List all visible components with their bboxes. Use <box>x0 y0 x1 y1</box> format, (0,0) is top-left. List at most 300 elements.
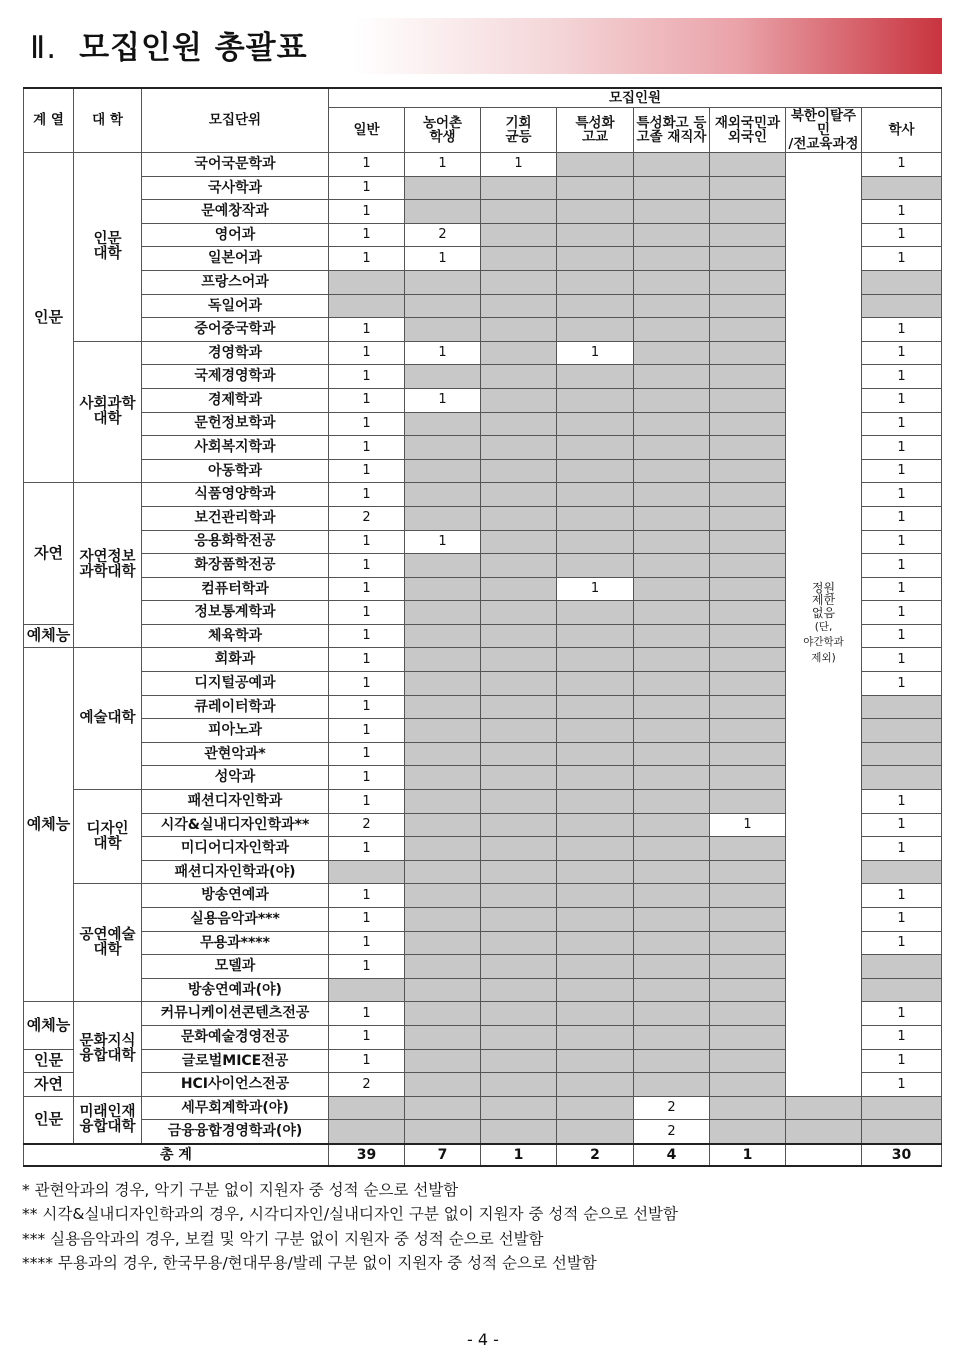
value-cell: 1 <box>862 247 942 271</box>
shaded-cell <box>710 1120 786 1144</box>
unit-cell: 응용화학전공 <box>142 530 329 554</box>
value-cell: 1 <box>329 766 405 790</box>
shaded-cell <box>329 294 405 318</box>
shaded-cell <box>481 318 557 342</box>
unit-cell: 국어국문학과 <box>142 153 329 177</box>
field-cell: 예체능 <box>24 624 74 648</box>
value-cell: 1 <box>862 483 942 507</box>
shaded-cell <box>481 742 557 766</box>
shaded-cell <box>405 672 481 696</box>
shaded-cell <box>710 790 786 814</box>
value-cell: 1 <box>710 813 786 837</box>
shaded-cell <box>405 1073 481 1097</box>
value-cell: 1 <box>862 1025 942 1049</box>
shaded-cell <box>634 1025 710 1049</box>
unit-cell: 미디어디자인학과 <box>142 837 329 861</box>
footnote-4: **** 무용과의 경우, 한국무용/현대무용/발레 구분 없이 지원자 중 성적 순으로 선발함 <box>22 1253 597 1272</box>
value-cell: 1 <box>862 223 942 247</box>
shaded-cell <box>634 577 710 601</box>
value-cell: 1 <box>329 1049 405 1073</box>
shaded-cell <box>557 1120 634 1144</box>
shaded-cell <box>634 365 710 389</box>
unit-cell: 컴퓨터학과 <box>142 577 329 601</box>
shaded-cell <box>481 577 557 601</box>
value-cell: 1 <box>557 577 634 601</box>
shaded-cell <box>481 506 557 530</box>
shaded-cell <box>710 577 786 601</box>
shaded-cell <box>710 153 786 177</box>
shaded-cell <box>710 318 786 342</box>
shaded-cell <box>634 294 710 318</box>
college-cell: 사회과학 대학 <box>74 341 142 483</box>
shaded-cell <box>634 955 710 979</box>
shaded-cell <box>405 483 481 507</box>
section-number: Ⅱ. <box>30 30 58 66</box>
value-cell: 1 <box>329 601 405 625</box>
shaded-cell <box>481 200 557 224</box>
field-cell: 자연 <box>24 1073 74 1097</box>
shaded-cell <box>557 884 634 908</box>
shaded-cell <box>634 554 710 578</box>
value-cell: 1 <box>329 530 405 554</box>
field-cell: 예체능 <box>24 1002 74 1049</box>
footnote-3: *** 실용음악과의 경우, 보컬 및 악기 구분 없이 지원자 중 성적 순으로 선발함 <box>22 1229 544 1248</box>
unit-cell: 큐레이터학과 <box>142 695 329 719</box>
shaded-cell <box>405 1002 481 1026</box>
shaded-cell <box>405 978 481 1002</box>
value-cell: 1 <box>862 200 942 224</box>
header-recruit-group: 모집인원 <box>329 88 942 108</box>
shaded-cell <box>710 412 786 436</box>
shaded-cell <box>862 294 942 318</box>
value-cell: 1 <box>862 884 942 908</box>
value-cell: 2 <box>634 1096 710 1120</box>
value-cell: 1 <box>329 483 405 507</box>
shaded-cell <box>862 695 942 719</box>
unlimited-note: (단, 야간학과 제외) <box>803 620 844 665</box>
shaded-cell <box>557 530 634 554</box>
shaded-cell <box>481 223 557 247</box>
shaded-cell <box>481 908 557 932</box>
value-cell: 1 <box>329 223 405 247</box>
shaded-cell <box>557 1096 634 1120</box>
value-cell: 1 <box>862 837 942 861</box>
shaded-cell <box>710 554 786 578</box>
shaded-cell <box>634 1049 710 1073</box>
shaded-cell <box>481 1073 557 1097</box>
shaded-cell <box>634 766 710 790</box>
value-cell: 1 <box>405 153 481 177</box>
shaded-cell <box>405 1025 481 1049</box>
shaded-cell <box>481 978 557 1002</box>
value-cell: 1 <box>862 648 942 672</box>
value-cell: 1 <box>329 837 405 861</box>
shaded-cell <box>405 412 481 436</box>
unit-cell: 경제학과 <box>142 388 329 412</box>
value-cell: 1 <box>329 247 405 271</box>
total-value: 4 <box>634 1144 710 1166</box>
college-cell: 자연정보 과학대학 <box>74 483 142 648</box>
value-cell: 1 <box>862 1073 942 1097</box>
shaded-cell <box>329 1120 405 1144</box>
unit-cell: 아동학과 <box>142 459 329 483</box>
shaded-cell <box>634 176 710 200</box>
college-cell: 미래인재 융합대학 <box>74 1096 142 1144</box>
shaded-cell <box>481 884 557 908</box>
shaded-cell <box>710 978 786 1002</box>
shaded-cell <box>710 1073 786 1097</box>
shaded-cell <box>710 1002 786 1026</box>
header-col-3: 특성화 고교 <box>557 108 634 153</box>
shaded-cell <box>329 978 405 1002</box>
page-number: - 4 - <box>467 1330 499 1349</box>
field-cell: 인문 <box>24 1049 74 1073</box>
shaded-cell <box>862 176 942 200</box>
shaded-cell <box>557 837 634 861</box>
value-cell: 1 <box>862 530 942 554</box>
shaded-cell <box>634 530 710 554</box>
unit-cell: 경영학과 <box>142 341 329 365</box>
shaded-cell <box>557 1073 634 1097</box>
shaded-cell <box>481 790 557 814</box>
value-cell: 1 <box>862 931 942 955</box>
unit-cell: 시각&실내디자인학과** <box>142 813 329 837</box>
value-cell: 1 <box>329 955 405 979</box>
unit-cell: 방송연예과 <box>142 884 329 908</box>
shaded-cell <box>634 506 710 530</box>
value-cell: 1 <box>862 412 942 436</box>
college-cell: 인문 대학 <box>74 153 142 342</box>
value-cell: 1 <box>329 908 405 932</box>
shaded-cell <box>710 270 786 294</box>
shaded-cell <box>710 1096 786 1120</box>
value-cell: 1 <box>329 884 405 908</box>
unit-cell: 실용음악과*** <box>142 908 329 932</box>
shaded-cell <box>634 483 710 507</box>
shaded-cell <box>405 506 481 530</box>
unit-cell: 방송연예과(야) <box>142 978 329 1002</box>
shaded-cell <box>634 200 710 224</box>
shaded-cell <box>710 388 786 412</box>
shaded-cell <box>405 365 481 389</box>
value-cell: 1 <box>329 695 405 719</box>
shaded-cell <box>710 624 786 648</box>
shaded-cell <box>634 790 710 814</box>
value-cell: 1 <box>862 624 942 648</box>
shaded-cell <box>481 554 557 578</box>
shaded-cell <box>862 1120 942 1144</box>
total-value: 30 <box>862 1144 942 1166</box>
shaded-cell <box>481 695 557 719</box>
value-cell: 1 <box>329 176 405 200</box>
shaded-cell <box>710 719 786 743</box>
value-cell: 1 <box>862 908 942 932</box>
value-cell: 1 <box>405 247 481 271</box>
total-value: 2 <box>557 1144 634 1166</box>
shaded-cell <box>405 742 481 766</box>
table-row <box>24 1096 942 1120</box>
value-cell: 1 <box>329 365 405 389</box>
shaded-cell <box>710 695 786 719</box>
value-cell: 1 <box>862 554 942 578</box>
shaded-cell <box>557 719 634 743</box>
value-cell: 1 <box>862 388 942 412</box>
value-cell: 1 <box>329 719 405 743</box>
recruitment-summary-table <box>23 87 942 1167</box>
total-value: 39 <box>329 1144 405 1166</box>
header-field: 계 열 <box>24 88 74 153</box>
shaded-cell <box>481 766 557 790</box>
value-cell: 1 <box>329 153 405 177</box>
shaded-cell <box>557 554 634 578</box>
shaded-cell <box>786 1096 862 1120</box>
value-cell: 1 <box>329 624 405 648</box>
college-cell: 예술대학 <box>74 648 142 790</box>
shaded-cell <box>481 459 557 483</box>
table-row <box>24 1120 942 1144</box>
shaded-cell <box>634 459 710 483</box>
total-value: 1 <box>710 1144 786 1166</box>
unit-cell: 회화과 <box>142 648 329 672</box>
shaded-cell <box>710 837 786 861</box>
shaded-cell <box>481 530 557 554</box>
shaded-cell <box>481 1096 557 1120</box>
value-cell: 2 <box>405 223 481 247</box>
value-cell: 1 <box>329 412 405 436</box>
shaded-cell <box>862 860 942 884</box>
shaded-cell <box>405 884 481 908</box>
shaded-cell <box>862 270 942 294</box>
unit-cell: 모델과 <box>142 955 329 979</box>
value-cell: 1 <box>329 554 405 578</box>
footnote-2: ** 시각&실내디자인학과의 경우, 시각디자인/실내디자인 구분 없이 지원자 중 성적 순으로 선발함 <box>22 1205 678 1224</box>
shaded-cell <box>405 1049 481 1073</box>
value-cell: 1 <box>862 436 942 460</box>
value-cell: 1 <box>862 672 942 696</box>
shaded-cell <box>557 624 634 648</box>
shaded-cell <box>634 860 710 884</box>
shaded-cell <box>329 860 405 884</box>
shaded-cell <box>557 459 634 483</box>
shaded-cell <box>481 176 557 200</box>
unit-cell: 국사학과 <box>142 176 329 200</box>
shaded-cell <box>557 318 634 342</box>
shaded-cell <box>710 341 786 365</box>
shaded-cell <box>710 648 786 672</box>
unit-cell: 국제경영학과 <box>142 365 329 389</box>
shaded-cell <box>710 884 786 908</box>
shaded-cell <box>481 860 557 884</box>
unit-cell: 관현악과* <box>142 742 329 766</box>
shaded-cell <box>405 955 481 979</box>
value-cell: 1 <box>862 577 942 601</box>
header-college: 대 학 <box>74 88 142 153</box>
shaded-cell <box>405 908 481 932</box>
field-cell: 자연 <box>24 483 74 625</box>
shaded-cell <box>481 436 557 460</box>
value-cell: 1 <box>862 1049 942 1073</box>
value-cell: 1 <box>862 1002 942 1026</box>
shaded-cell <box>481 270 557 294</box>
shaded-cell <box>557 270 634 294</box>
shaded-cell <box>710 506 786 530</box>
shaded-cell <box>405 931 481 955</box>
total-value: 1 <box>481 1144 557 1166</box>
shaded-cell <box>329 270 405 294</box>
shaded-cell <box>710 908 786 932</box>
unit-cell: 패션디자인학과(야) <box>142 860 329 884</box>
value-cell: 1 <box>329 388 405 412</box>
unit-cell: 글로벌MICE전공 <box>142 1049 329 1073</box>
header-col-2: 기회 균등 <box>481 108 557 153</box>
value-cell: 2 <box>329 1073 405 1097</box>
unit-cell: 커뮤니케이션콘텐츠전공 <box>142 1002 329 1026</box>
value-cell: 1 <box>329 931 405 955</box>
value-cell: 1 <box>862 341 942 365</box>
shaded-cell <box>481 365 557 389</box>
shaded-cell <box>405 1120 481 1144</box>
shaded-cell <box>710 931 786 955</box>
shaded-cell <box>710 1049 786 1073</box>
unit-cell: 디지털공예과 <box>142 672 329 696</box>
shaded-cell <box>557 1049 634 1073</box>
shaded-cell <box>329 1096 405 1120</box>
shaded-cell <box>634 978 710 1002</box>
shaded-cell <box>557 978 634 1002</box>
unit-cell: 성악과 <box>142 766 329 790</box>
shaded-cell <box>405 860 481 884</box>
value-cell: 1 <box>329 318 405 342</box>
header-col-6: 북한이탈주민 /전교육과정 <box>786 108 862 153</box>
shaded-cell <box>557 294 634 318</box>
shaded-cell <box>405 813 481 837</box>
shaded-cell <box>557 412 634 436</box>
value-cell: 1 <box>329 742 405 766</box>
shaded-cell <box>710 483 786 507</box>
shaded-cell <box>557 365 634 389</box>
value-cell: 1 <box>862 365 942 389</box>
field-cell: 인문 <box>24 1096 74 1144</box>
shaded-cell <box>557 1025 634 1049</box>
value-cell: 1 <box>862 318 942 342</box>
college-cell: 공연예술 대학 <box>74 884 142 1002</box>
shaded-cell <box>634 1002 710 1026</box>
shaded-cell <box>481 341 557 365</box>
total-row <box>24 1144 942 1166</box>
shaded-cell <box>481 483 557 507</box>
shaded-cell <box>634 813 710 837</box>
header-unit: 모집단위 <box>142 88 329 153</box>
value-cell: 1 <box>862 459 942 483</box>
shaded-cell <box>862 742 942 766</box>
shaded-cell <box>481 813 557 837</box>
shaded-cell <box>481 388 557 412</box>
shaded-cell <box>405 436 481 460</box>
value-cell: 1 <box>405 388 481 412</box>
shaded-cell <box>862 978 942 1002</box>
shaded-cell <box>710 955 786 979</box>
unit-cell: 문헌정보학과 <box>142 412 329 436</box>
shaded-cell <box>557 695 634 719</box>
shaded-cell <box>634 742 710 766</box>
shaded-cell <box>862 1096 942 1120</box>
shaded-cell <box>557 601 634 625</box>
shaded-cell <box>634 719 710 743</box>
shaded-cell <box>710 176 786 200</box>
header-col-0: 일반 <box>329 108 405 153</box>
shaded-cell <box>481 837 557 861</box>
shaded-cell <box>710 459 786 483</box>
value-cell: 1 <box>862 601 942 625</box>
total-value <box>786 1144 862 1166</box>
shaded-cell <box>862 955 942 979</box>
shaded-cell <box>710 200 786 224</box>
shaded-cell <box>405 601 481 625</box>
shaded-cell <box>557 931 634 955</box>
total-value: 7 <box>405 1144 481 1166</box>
value-cell: 1 <box>405 530 481 554</box>
shaded-cell <box>710 223 786 247</box>
shaded-cell <box>710 294 786 318</box>
total-label: 총 계 <box>24 1144 329 1166</box>
shaded-cell <box>557 176 634 200</box>
shaded-cell <box>634 412 710 436</box>
unit-cell: 독일어과 <box>142 294 329 318</box>
shaded-cell <box>481 1025 557 1049</box>
shaded-cell <box>557 648 634 672</box>
shaded-cell <box>634 908 710 932</box>
shaded-cell <box>405 270 481 294</box>
shaded-cell <box>405 624 481 648</box>
unit-cell: 보건관리학과 <box>142 506 329 530</box>
shaded-cell <box>557 388 634 412</box>
value-cell: 1 <box>557 341 634 365</box>
value-cell: 1 <box>329 577 405 601</box>
shaded-cell <box>481 1120 557 1144</box>
shaded-cell <box>557 247 634 271</box>
shaded-cell <box>405 577 481 601</box>
field-cell: 인문 <box>24 153 74 483</box>
unit-cell: 문화예술경영전공 <box>142 1025 329 1049</box>
shaded-cell <box>481 412 557 436</box>
shaded-cell <box>557 813 634 837</box>
unit-cell: 일본어과 <box>142 247 329 271</box>
value-cell: 1 <box>405 341 481 365</box>
shaded-cell <box>405 790 481 814</box>
unit-cell: 피아노과 <box>142 719 329 743</box>
shaded-cell <box>405 1096 481 1120</box>
shaded-cell <box>634 1073 710 1097</box>
shaded-cell <box>481 1049 557 1073</box>
shaded-cell <box>481 955 557 979</box>
shaded-cell <box>405 695 481 719</box>
shaded-cell <box>557 223 634 247</box>
shaded-cell <box>481 624 557 648</box>
shaded-cell <box>634 223 710 247</box>
shaded-cell <box>710 530 786 554</box>
value-cell: 1 <box>862 790 942 814</box>
shaded-cell <box>634 247 710 271</box>
shaded-cell <box>405 294 481 318</box>
shaded-cell <box>481 294 557 318</box>
shaded-cell <box>557 483 634 507</box>
header-col-5: 재외국민과 외국인 <box>710 108 786 153</box>
unit-cell: 패션디자인학과 <box>142 790 329 814</box>
shaded-cell <box>405 318 481 342</box>
unit-cell: 식품영양학과 <box>142 483 329 507</box>
value-cell: 2 <box>329 813 405 837</box>
value-cell: 1 <box>329 200 405 224</box>
